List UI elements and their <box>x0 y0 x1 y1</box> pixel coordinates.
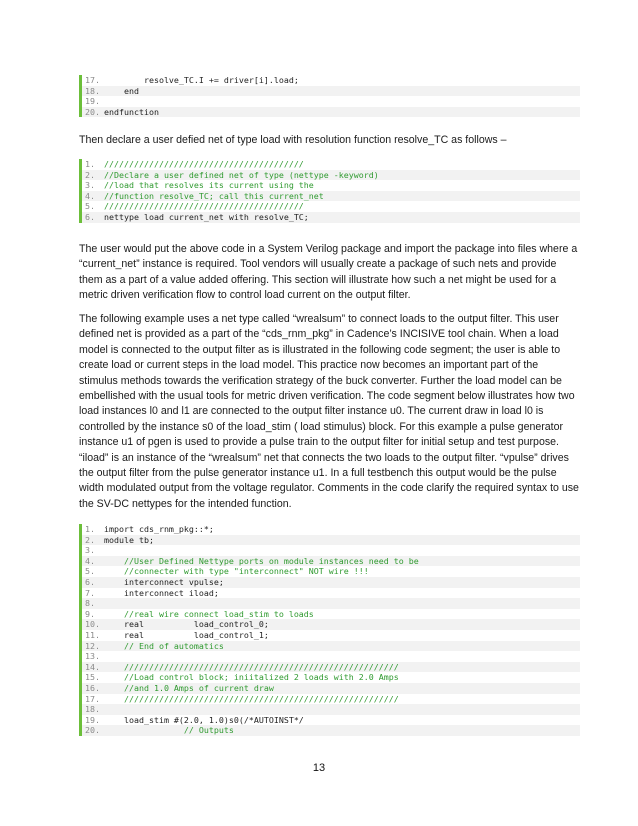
line-number: 18. <box>85 85 100 96</box>
line-number: 15. <box>85 672 100 683</box>
code-comment: //function resolve_TC; call this current_net <box>104 190 324 201</box>
code-comment: //User Defined Nettype ports on module instances need to be <box>104 555 419 566</box>
code-text: endfunction <box>104 106 159 117</box>
line-number: 11. <box>85 629 100 640</box>
code-comment: //Declare a user defined net of type (nettype -keyword) <box>104 169 379 180</box>
code-text: end <box>104 85 139 96</box>
line-number: 19. <box>85 96 100 107</box>
code-line <box>82 159 580 170</box>
code-comment: //and 1.0 Amps of current draw <box>104 682 274 693</box>
code-line <box>82 630 580 641</box>
line-number: 18. <box>85 704 100 715</box>
code-comment: //////////////////////////////////////// <box>104 201 304 212</box>
code-line <box>82 201 580 212</box>
code-line <box>82 170 580 181</box>
code-comment: /////////////////////////////////////////////////////// <box>104 661 399 672</box>
code-text: real load_control_0; <box>104 619 269 630</box>
code-comment: //////////////////////////////////////// <box>104 159 304 169</box>
line-number: 8. <box>85 598 95 609</box>
code-line <box>82 704 580 715</box>
code-line <box>82 566 580 577</box>
line-number: 5. <box>85 201 95 212</box>
code-text: module tb; <box>104 534 154 545</box>
line-number: 3. <box>85 545 95 556</box>
code-text: nettype load current_net with resolve_TC; <box>104 211 309 222</box>
code-line <box>82 672 580 683</box>
code-block-testbench <box>79 524 580 736</box>
line-number: 3. <box>85 180 95 191</box>
code-block-nettype-declaration <box>79 159 580 223</box>
code-text: load_stim #(2.0, 1.0)s0(/*AUTOINST*/ <box>104 714 304 725</box>
code-text: real load_control_1; <box>104 629 269 640</box>
code-line <box>82 86 580 97</box>
code-line <box>82 694 580 705</box>
line-number: 20. <box>85 106 100 117</box>
code-line <box>82 683 580 694</box>
line-number: 6. <box>85 576 95 587</box>
line-number: 1. <box>85 159 95 169</box>
line-number: 7. <box>85 587 95 598</box>
line-number: 4. <box>85 555 95 566</box>
code-line <box>82 535 580 546</box>
paragraph-wrealsum-example: The following example uses a net type called “wrealsum” to connect loads to the output filter. This user defined net is provided as a part of the “cds_rnm_pkg” in Cadence’s INCISIVE tool chain. When a load model is connected to the output filter as is illustrated in the following code segment; the user is able to create load or current steps in the load model. This practice now becomes an important part of the stimulus methods towards the verification strategy of the buck converter. Further the load model can be embellished with the usual tools for metric driven verification. The code segment below illustrates how two load instances l0 and l1 are connected to the output filter instance u0. The current draw in load l0 is controlled by the instance s0 of the load_stim ( load stimulus) block. For this example a pulse generator instance u1 of pgen is used to provide a pulse train to the output filter for initial setup and test purpose. “iload” is an instance of the “wrealsum” net that connects the two loads to the output filter. “vpulse” drives the output filter from the pulse generator instance u1. In a full testbench this output would be the pulse width modulated output from the voltage regulator. Comments in the code clarify the required syntax to use the SV-DC nettypes for the intended function. <box>79 313 579 510</box>
code-block-resolve-function <box>79 75 580 117</box>
line-number: 4. <box>85 190 95 201</box>
line-number: 17. <box>85 693 100 704</box>
code-line <box>82 107 580 118</box>
code-line <box>82 545 580 556</box>
code-text: interconnect iload; <box>104 587 219 598</box>
code-comment: //Load control block; iniitalized 2 loads with 2.0 Amps <box>104 672 399 683</box>
code-line <box>82 96 580 107</box>
line-number: 10. <box>85 619 100 630</box>
code-line <box>82 556 580 567</box>
line-number: 2. <box>85 169 95 180</box>
line-number: 16. <box>85 682 100 693</box>
code-text: interconnect vpulse; <box>104 576 224 587</box>
code-line <box>82 588 580 599</box>
code-line <box>82 212 580 223</box>
code-comment: //connecter with type "interconnect" NOT wire !!! <box>104 566 369 577</box>
code-comment: // Outputs <box>104 725 234 736</box>
line-number: 20. <box>85 725 100 736</box>
code-text: resolve_TC.I += driver[i].load; <box>104 75 299 85</box>
code-text: import cds_rnm_pkg::*; <box>104 524 214 534</box>
line-number: 6. <box>85 211 95 222</box>
code-line <box>82 75 580 86</box>
line-number: 5. <box>85 566 95 577</box>
line-number: 19. <box>85 714 100 725</box>
code-comment: //real wire connect load_stim to loads <box>104 608 314 619</box>
line-number: 9. <box>85 608 95 619</box>
code-comment: // End of automatics <box>104 640 224 651</box>
code-line <box>82 651 580 662</box>
line-number: 2. <box>85 534 95 545</box>
code-line <box>82 180 580 191</box>
code-comment: /////////////////////////////////////////////////////// <box>104 693 399 704</box>
code-line <box>82 715 580 726</box>
paragraph-package-usage: The user would put the above code in a System Verilog package and import the package into files where a “current_net” instance is required. Tool vendors will usually create a package of such nets and provide them as a part of a value added offering. This section will illustrate how such a net might be used for a metric driven verification flow to control load current on the output filter. <box>79 243 578 302</box>
code-line <box>82 609 580 620</box>
line-number: 12. <box>85 640 100 651</box>
code-line <box>82 524 580 535</box>
line-number: 14. <box>85 661 100 672</box>
line-number: 1. <box>85 524 95 534</box>
code-line <box>82 577 580 588</box>
code-line <box>82 662 580 673</box>
code-comment: //load that resolves its current using the <box>104 180 314 191</box>
line-number: 17. <box>85 75 100 85</box>
code-line <box>82 725 580 736</box>
code-line <box>82 641 580 652</box>
paragraph-declare-net: Then declare a user defied net of type load with resolution function resolve_TC as follows – <box>79 134 507 146</box>
code-line <box>82 191 580 202</box>
code-line <box>82 598 580 609</box>
code-line <box>82 619 580 630</box>
line-number: 13. <box>85 651 100 662</box>
page-number: 13 <box>312 762 326 774</box>
